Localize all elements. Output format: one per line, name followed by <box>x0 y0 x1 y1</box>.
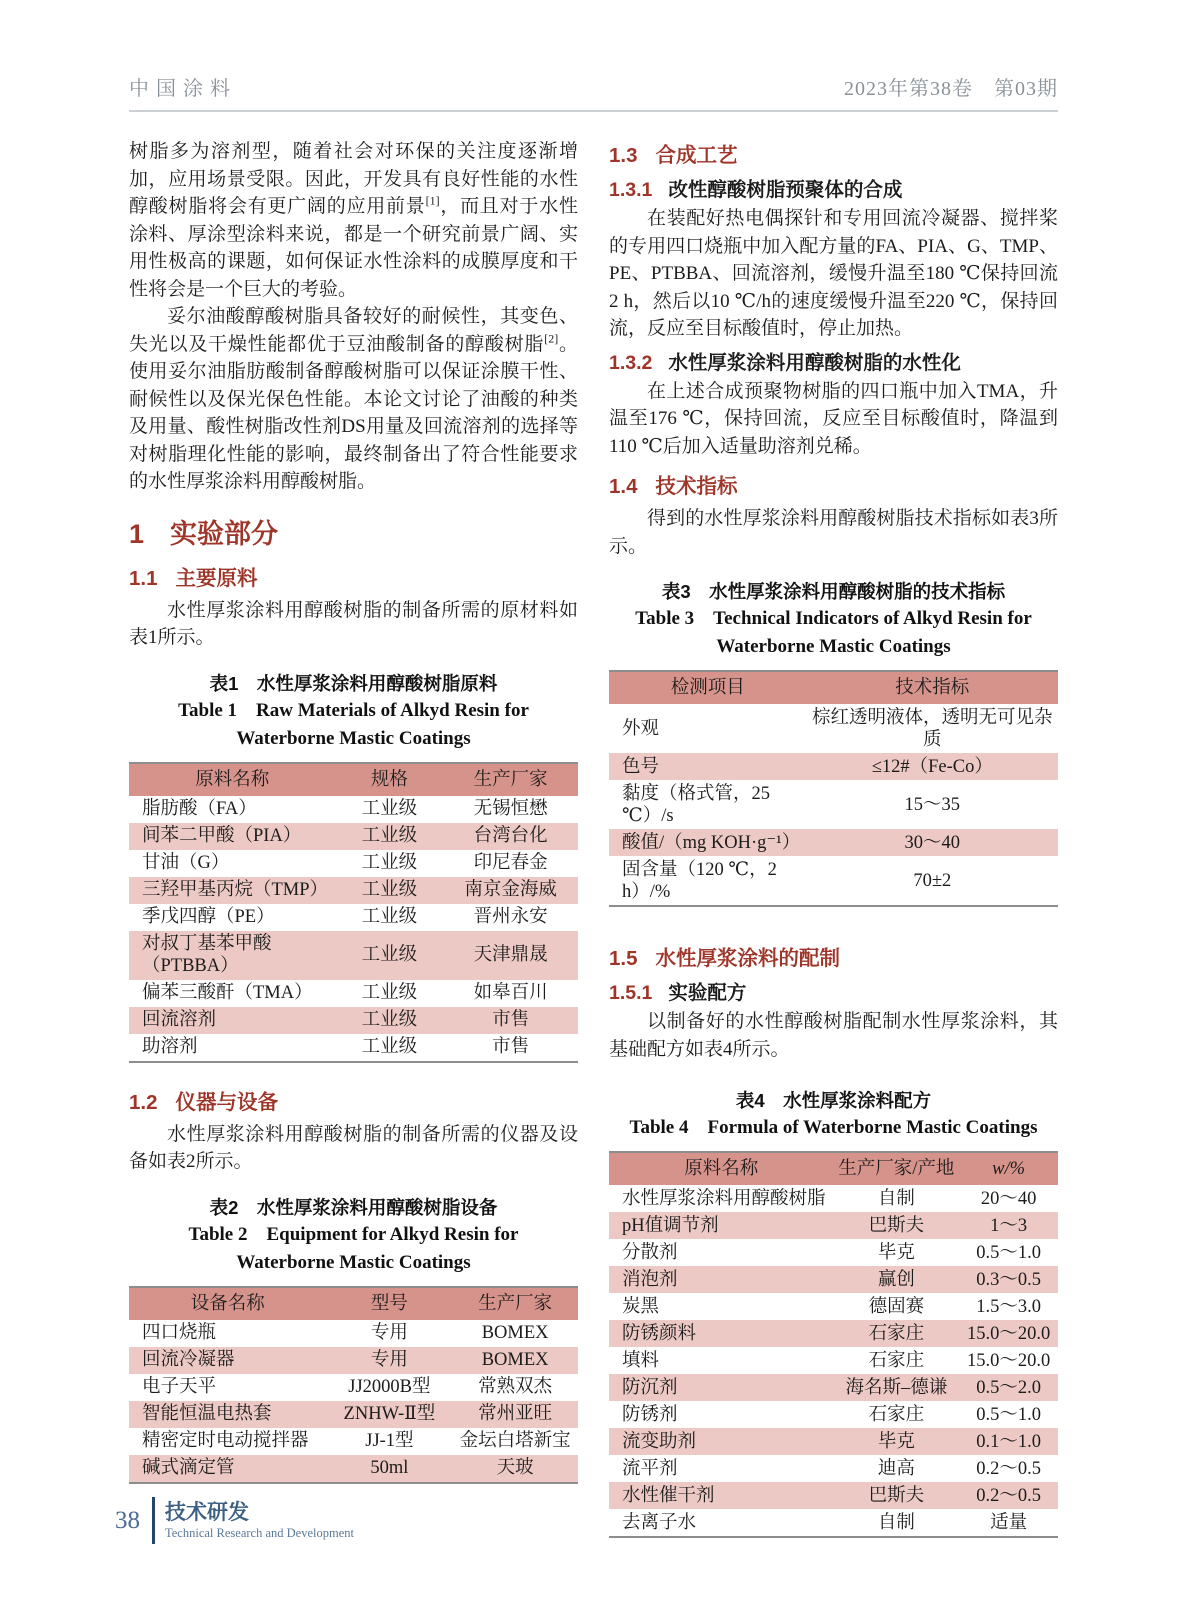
table-row <box>129 980 578 1007</box>
table-cell: 炭黑 <box>622 1296 660 1317</box>
column-header: 生产厂家/产地 <box>834 1152 960 1185</box>
section-number: 1.3 <box>609 144 638 167</box>
table-cell: 工业级 <box>361 799 418 819</box>
table-cell: 碱式滴定管 <box>129 1455 327 1483</box>
table-cell: 南京金海威 <box>443 877 578 904</box>
footer-section-en: Technical Research and Development <box>165 1525 354 1540</box>
page-header <box>129 72 1058 112</box>
table-cell: 水性厚浆涂料用醇酸树脂 <box>622 1188 826 1209</box>
table-cell: 四口烧瓶 <box>142 1323 217 1343</box>
table-cell: 海名斯–德谦 <box>834 1374 960 1401</box>
table-cell: 无锡恒懋 <box>473 799 548 819</box>
table-row <box>609 1374 1058 1401</box>
table-row <box>129 1007 578 1034</box>
table1-raw-materials <box>129 762 578 1063</box>
section-title: 实验配方 <box>668 983 747 1004</box>
table-row <box>609 1347 1058 1374</box>
paragraph-1-3-1: 在装配好热电偶探针和专用回流冷凝器、搅拌桨的专用四口烧瓶中加入配方量的FA、PIA、G、TMP、PE、PTBBA、回流溶剂，缓慢升温至180 ℃保持回流2 h，然后以10 ℃/h的速度缓慢升温至220 ℃，保持回流，反应至目标酸值时，停止加热。 <box>609 208 1058 339</box>
table-cell: 电子天平 <box>142 1377 217 1397</box>
table-cell: 适量 <box>990 1512 1028 1533</box>
table-cell: 消泡剂 <box>609 1266 834 1293</box>
table-row <box>609 1266 1058 1293</box>
paragraph-intro-2 <box>129 303 578 496</box>
right-column <box>609 138 1058 1538</box>
table-cell: 工业级 <box>336 823 444 850</box>
table-cell: 0.1～1.0 <box>959 1428 1058 1455</box>
section-number: 1.2 <box>129 1090 158 1114</box>
table-cell: 去离子水 <box>622 1512 697 1533</box>
table-cell: 石家庄 <box>868 1404 925 1425</box>
table-cell: BOMEX <box>452 1347 578 1374</box>
section-title: 合成工艺 <box>655 144 738 167</box>
section-title: 水性厚浆涂料的配制 <box>655 947 840 970</box>
table-cell: 回流溶剂 <box>129 1007 336 1034</box>
table-cell: 台湾台化 <box>443 823 578 850</box>
table-cell: 防沉剂 <box>609 1374 834 1401</box>
table-row <box>129 796 578 823</box>
table-cell: 如皋百川 <box>473 983 548 1003</box>
table3-caption-en: Table 3 Technical Indicators of Alkyd Resin for Waterborne Mastic Coatings <box>635 608 1032 657</box>
citation-ref-1: [1] <box>425 193 440 208</box>
footer-divider <box>152 1497 155 1544</box>
table-row <box>129 823 578 850</box>
table-cell: 15.0～20.0 <box>966 1350 1051 1371</box>
paragraph-1-4: 得到的水性厚浆涂料用醇酸树脂技术指标如表3所示。 <box>609 508 1058 557</box>
table2-caption-en: Table 2 Equipment for Alkyd Resin for Waterborne Mastic Coatings <box>188 1223 519 1273</box>
table-row <box>609 704 1058 753</box>
table1-caption-zh: 表1 水性厚浆涂料用醇酸树脂原料 <box>209 672 498 694</box>
table-cell: 市售 <box>492 1037 530 1057</box>
table-row <box>129 877 578 904</box>
paragraph-text: 。使用妥尔油脂肪酸制备醇酸树脂可以保证涂膜干性、耐候性以及保光保色性能。本论文讨论了油酸的种类及用量、酸性树脂改性剂DS用量及回流溶剂的选择等对树脂理化性能的影响，最终制备出了符合性能要求的水性厚浆涂料用醇酸树脂。 <box>129 333 578 492</box>
table-cell: BOMEX <box>481 1323 549 1343</box>
two-column-content <box>0 112 1187 1538</box>
table-cell: ≤12#（Fe-Co） <box>807 753 1058 780</box>
table1-caption <box>129 670 578 753</box>
table-row <box>129 1428 578 1455</box>
table-cell: 工业级 <box>336 931 444 980</box>
section-title: 仪器与设备 <box>175 1090 278 1114</box>
table-cell: 印尼春金 <box>473 853 548 873</box>
table-cell: 0.3～0.5 <box>959 1266 1058 1293</box>
table-cell: 1.5～3.0 <box>976 1296 1041 1317</box>
table-cell: 德固赛 <box>868 1296 925 1317</box>
table-cell: 外观 <box>622 718 660 739</box>
table-cell: 0.5～2.0 <box>959 1374 1058 1401</box>
column-header: 原料名称 <box>609 1152 834 1185</box>
table-header-row <box>609 1152 1058 1185</box>
table-row <box>129 904 578 931</box>
table-cell: 分散剂 <box>622 1242 678 1263</box>
section-title: 实验部分 <box>170 518 279 549</box>
section-number: 1.3.1 <box>609 179 653 201</box>
table4-formula <box>609 1151 1058 1538</box>
table-row <box>129 1455 578 1483</box>
table-row <box>129 1401 578 1428</box>
left-column <box>129 138 578 1538</box>
table-row <box>609 856 1058 906</box>
table-row <box>609 780 1058 829</box>
table2-equipment <box>129 1286 578 1484</box>
table-cell: 自制 <box>877 1512 915 1533</box>
table-cell: 甘油（G） <box>142 853 230 873</box>
table-cell: ZNHW-Ⅱ型 <box>327 1401 453 1428</box>
column-header: 型号 <box>327 1287 453 1320</box>
table-cell: 0.2～0.5 <box>959 1482 1058 1509</box>
table-header-row <box>129 763 578 796</box>
table-cell: 工业级 <box>336 1007 444 1034</box>
section-heading-1 <box>129 512 578 551</box>
table-row <box>609 829 1058 856</box>
table-cell: 黏度（格式管，25 ℃）/s <box>622 783 771 826</box>
journal-name: 中国涂料 <box>129 78 237 100</box>
table-row <box>609 1509 1058 1537</box>
table-cell: 天玻 <box>452 1455 578 1483</box>
table-cell: 间苯二甲酸（PIA） <box>129 823 336 850</box>
section-title: 主要原料 <box>175 566 258 590</box>
footer-section-zh: 技术研发 <box>165 1500 249 1524</box>
table-cell: 智能恒温电热套 <box>129 1401 327 1428</box>
table-cell: 专用 <box>370 1323 408 1343</box>
table3-caption <box>609 578 1058 661</box>
column-header: 规格 <box>336 763 444 796</box>
paragraph-1-2: 水性厚浆涂料用醇酸树脂的制备所需的仪器及设备如表2所示。 <box>129 1123 578 1172</box>
table-row <box>129 931 578 980</box>
footer-section <box>165 1500 354 1542</box>
table-cell: 助溶剂 <box>142 1037 198 1057</box>
paragraph-text: 妥尔油酸醇酸树脂具备较好的耐候性，其变色、失光以及干燥性能都优于豆油酸制备的醇酸树脂 <box>129 306 578 355</box>
section-heading-1-5 <box>609 941 1058 971</box>
table-cell: 15.0～20.0 <box>959 1320 1058 1347</box>
table-row <box>609 1293 1058 1320</box>
table-row <box>609 1428 1058 1455</box>
table-cell: 水性催干剂 <box>609 1482 834 1509</box>
table-cell: 脂肪酸（FA） <box>142 799 257 819</box>
issue-info: 2023年第38卷 第03期 <box>844 78 1058 100</box>
table-row <box>609 1185 1058 1212</box>
column-header: 生产厂家 <box>443 763 578 796</box>
table-cell: 0.5～1.0 <box>976 1242 1041 1263</box>
table4-caption <box>609 1087 1058 1142</box>
citation-ref-2: [2] <box>544 331 559 346</box>
section-heading-1-3-2 <box>609 347 1058 375</box>
table-cell: 酸值/（mg KOH·g⁻¹） <box>609 829 807 856</box>
page-footer <box>115 1497 354 1544</box>
table-cell: 工业级 <box>361 1037 418 1057</box>
table-cell: 迪高 <box>877 1458 915 1479</box>
table-cell: 石家庄 <box>834 1320 960 1347</box>
section-heading-1-4 <box>609 469 1058 499</box>
column-header: w/% <box>959 1152 1058 1185</box>
section-title: 改性醇酸树脂预聚体的合成 <box>668 180 903 201</box>
table2-caption <box>129 1194 578 1277</box>
table-row <box>609 753 1058 780</box>
table-row <box>609 1455 1058 1482</box>
table-cell: 色号 <box>609 753 807 780</box>
table-cell: 赢创 <box>834 1266 960 1293</box>
table-cell: 流平剂 <box>622 1458 678 1479</box>
table-cell: 防锈颜料 <box>609 1320 834 1347</box>
section-number: 1.5 <box>609 947 638 970</box>
section-heading-1-3-1 <box>609 174 1058 202</box>
section-heading-1-5-1 <box>609 977 1058 1005</box>
column-header: 技术指标 <box>807 671 1058 704</box>
paragraph-1-5-1: 以制备好的水性醇酸树脂配制水性厚浆涂料，其基础配方如表4所示。 <box>609 1011 1058 1060</box>
column-header: 原料名称 <box>129 763 336 796</box>
table-cell: 流变助剂 <box>609 1428 834 1455</box>
table-header-row <box>609 671 1058 704</box>
table-cell: 0.5～1.0 <box>976 1404 1041 1425</box>
table-cell: 常州亚旺 <box>452 1401 578 1428</box>
section-number: 1.1 <box>129 566 158 590</box>
table-cell: JJ-1型 <box>365 1431 414 1451</box>
table-cell: 工业级 <box>336 877 444 904</box>
section-heading-1-3 <box>609 138 1058 168</box>
table-cell: 20～40 <box>980 1188 1037 1209</box>
table-cell: 固含量（120 ℃，2 h）/% <box>622 859 777 902</box>
paragraph-1-3-2: 在上述合成预聚物树脂的四口瓶中加入TMA，升温至176 ℃，保持回流，反应至目标酸值时，降温到110 ℃后加入适量助溶剂兑稀。 <box>609 380 1058 457</box>
table-cell: 0.2～0.5 <box>976 1458 1041 1479</box>
section-number: 1.4 <box>609 475 638 498</box>
table-row <box>129 1374 578 1401</box>
table-cell: 毕克 <box>834 1428 960 1455</box>
table-cell: 15～35 <box>904 794 961 815</box>
section-number: 1.3.2 <box>609 351 653 374</box>
table-cell: 三羟甲基丙烷（TMP） <box>129 877 336 904</box>
column-header: 生产厂家 <box>452 1287 578 1320</box>
table-cell: 填料 <box>622 1350 660 1371</box>
table-cell: 偏苯三酸酐（TMA） <box>142 983 313 1003</box>
table-row <box>609 1401 1058 1428</box>
table-row <box>609 1320 1058 1347</box>
table-cell: 工业级 <box>361 853 418 873</box>
paragraph-intro-1 <box>129 138 578 303</box>
table-row <box>129 1034 578 1062</box>
table-cell: 市售 <box>443 1007 578 1034</box>
section-heading-1-1 <box>129 561 578 591</box>
paragraph-text: ，而且对于水性涂料、厚涂型涂料来说，都是一个研究前景广阔、实用性极高的课题，如何保证水性涂料的成膜厚度和干性将会是一个巨大的考验。 <box>129 196 578 300</box>
paragraph-1-1: 水性厚浆涂料用醇酸树脂的制备所需的原材料如表1所示。 <box>129 599 578 648</box>
table-cell: 天津鼎晟 <box>443 931 578 980</box>
section-title: 水性厚浆涂料用醇酸树脂的水性化 <box>668 352 961 374</box>
table-cell: JJ2000B型 <box>348 1377 431 1397</box>
table-row <box>609 1212 1058 1239</box>
section-heading-1-2 <box>129 1085 578 1115</box>
table-cell: 巴斯夫 <box>834 1482 960 1509</box>
table-cell: 对叔丁基苯甲酸（PTBBA） <box>129 931 336 980</box>
table-cell: 巴斯夫 <box>834 1212 960 1239</box>
table1-caption-en: Table 1 Raw Materials of Alkyd Resin for Waterborne Mastic Coatings <box>178 699 529 749</box>
table-row <box>609 1239 1058 1266</box>
table-row <box>129 1320 578 1347</box>
table-cell: 1～3 <box>959 1212 1058 1239</box>
table-cell: 毕克 <box>877 1242 915 1263</box>
table-cell: 专用 <box>327 1347 453 1374</box>
table2-caption-zh: 表2 水性厚浆涂料用醇酸树脂设备 <box>209 1196 498 1218</box>
table-cell: 晋州永安 <box>473 907 548 927</box>
table4-caption-zh: 表4 水性厚浆涂料配方 <box>735 1090 932 1111</box>
table-cell: 自制 <box>877 1188 915 1209</box>
table-cell: 70±2 <box>913 870 952 891</box>
table-cell: 棕红透明液体，透明无可见杂质 <box>812 707 1053 750</box>
column-header: 设备名称 <box>129 1287 327 1320</box>
table3-caption-zh: 表3 水性厚浆涂料用醇酸树脂的技术指标 <box>661 581 1006 602</box>
column-header: 检测项目 <box>609 671 807 704</box>
table-header-row <box>129 1287 578 1320</box>
paragraph-text: 树脂多为溶剂型，随着社会对环保的关注度逐渐增加，应用场景受限。因此，开发具有良好性能的水性醇酸树脂将会有更广阔的应用前景 <box>129 141 578 217</box>
table-cell: 回流冷凝器 <box>129 1347 327 1374</box>
table4-caption-en: Table 4 Formula of Waterborne Mastic Coatings <box>629 1117 1038 1138</box>
table-cell: pH值调节剂 <box>609 1212 834 1239</box>
table-cell: 精密定时电动搅拌器 <box>142 1431 309 1451</box>
table-row <box>129 850 578 877</box>
table-cell: 常熟双杰 <box>478 1377 553 1397</box>
table3-technical-indicators <box>609 670 1058 907</box>
table-cell: 季戊四醇（PE） <box>142 907 275 927</box>
table-cell: 防锈剂 <box>622 1404 678 1425</box>
table-cell: 石家庄 <box>868 1350 925 1371</box>
table-cell: 工业级 <box>361 983 418 1003</box>
page-number: 38 <box>115 1506 140 1534</box>
table-cell: 金坛白塔新宝 <box>459 1431 571 1451</box>
table-cell: 30～40 <box>807 829 1058 856</box>
table-row <box>129 1347 578 1374</box>
section-number: 1 <box>129 518 145 549</box>
table-cell: 工业级 <box>361 907 418 927</box>
table-row <box>609 1482 1058 1509</box>
table-cell: 50ml <box>327 1455 453 1483</box>
section-title: 技术指标 <box>655 475 738 498</box>
section-number: 1.5.1 <box>609 982 653 1004</box>
